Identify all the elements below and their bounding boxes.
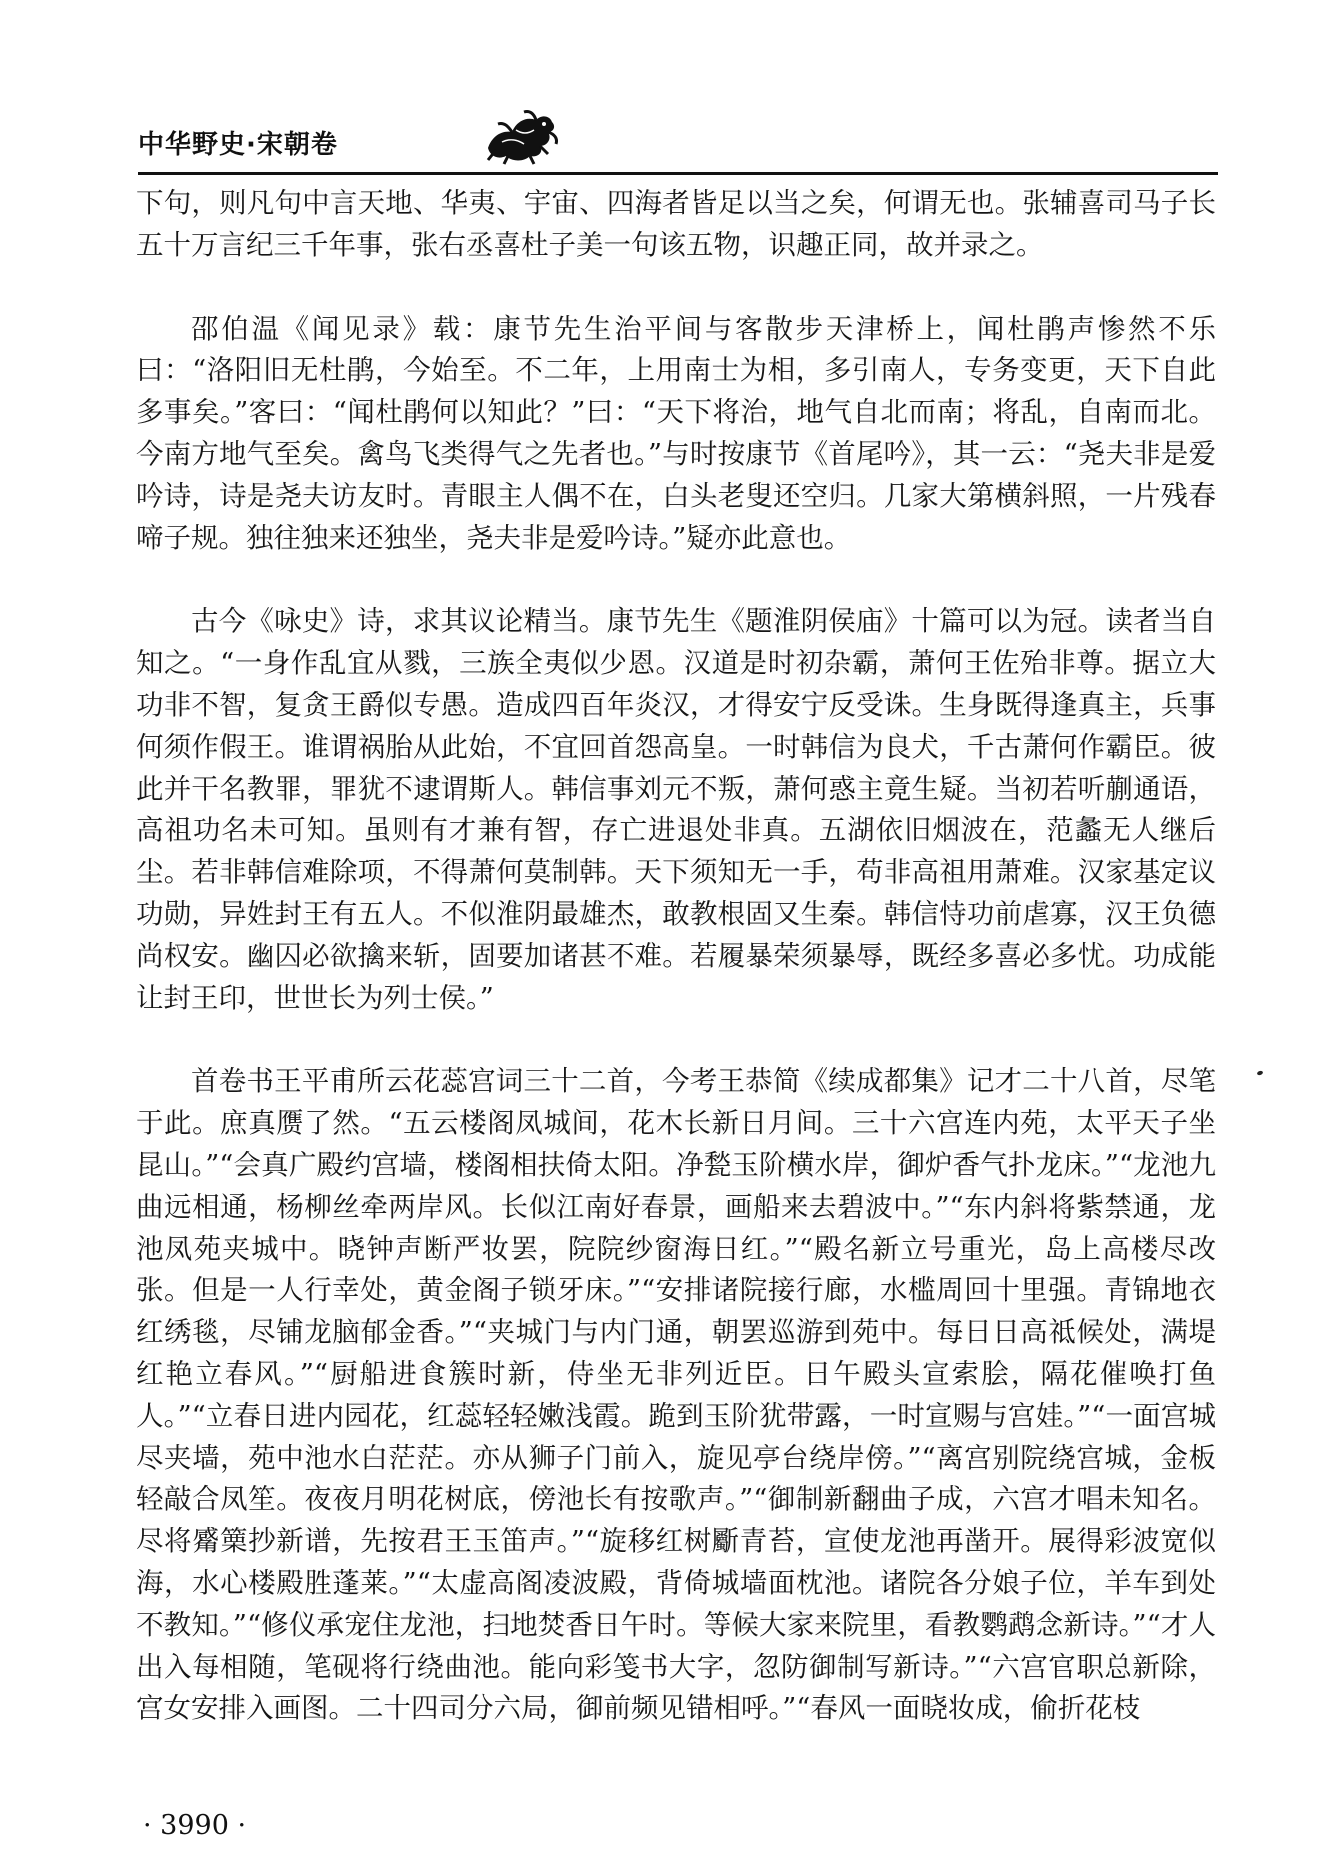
paragraph: 邵伯温《闻见录》载：康节先生治平间与客散步天津桥上，闻杜鹃声惨然不乐曰：“洛阳旧无杜鹃，今始至。不二年，上用南士为相，多引南人，专务变更，天下自此多事矣。”客曰：“闻杜鹃何以知此？”曰：“天下将治，地气自北而南；将乱，自南而北。今南方地气至矣。禽鸟飞类得气之先者也。”与时按康节《首尾吟》，其一云：“尧夫非是爱吟诗，诗是尧夫访友时。青眼主人偶不在，白头老叟还空归。几家大第横斜照，一片残春啼子规。独往独来还独坐，尧夫非是爱吟诗。”疑亦此意也。	[136, 312, 1216, 554]
book-title: 中华野史·宋朝卷	[138, 130, 338, 160]
paragraph: 首卷书王平甫所云花蕊宫词三十二首，今考王恭简《续成都集》记才二十八首，尽笔于此。庶真赝了然。“五云楼阁凤城间，花木长新日月间。三十六宫连内苑，太平天子坐昆山。”“会真广殿约宫墙，楼阁相扶倚太阳。净甃玉阶横水岸，御炉香气扑龙床。”“龙池九曲远相通，杨柳丝牵两岸风。长似江南好春景，画船来去碧波中。”“东内斜将紫禁通，龙池凤苑夹城中。晓钟声断严妆罢，院院纱窗海日红。”“殿名新立号重光，岛上高楼尽改张。但是一人行幸处，黄金阁子锁牙床。”“安排诸院接行廊，水槛周回十里强。青锦地衣红绣毯，尽铺龙脑郁金香。”“夹城门与内门通，朝罢巡游到苑中。每日日高祗候处，满堤红艳立春风。”“厨船进食簇时新，侍坐无非列近臣。日午殿头宣索脍，隔花催唤打鱼人。”“立春日进内园花，红蕊轻轻嫩浅霞。跪到玉阶犹带露，一时宣赐与宫娃。”“一面宫城尽夹墙，苑中池水白茫茫。亦从狮子门前入，旋见亭台绕岸傍。”“离宫别院绕宫城，金板轻敲合凤笙。夜夜月明花树底，傍池长有按歌声。”“御制新翻曲子成，六宫才唱未知名。尽将觱篥抄新谱，先按君王玉笛声。”“旋移红树斸青苔，宣使龙池再凿开。展得彩波宽似海，水心楼殿胜蓬莱。”“太虚高阁凌波殿，背倚城墙面枕池。诸院各分娘子位，羊车到处不教知。”“修仪承宠住龙池，扫地焚香日午时。等候大家来院里，看教鹦鹉念新诗。”“才人出入每相随，笔砚将行绕曲池。能向彩笺书大字，忽防御制写新诗。”“六宫官职总新除，宫女安排入画图。二十四司分六局，御前频见错相呼。”“春风一面晓妆成，偷折花枝	[136, 1065, 1216, 1725]
paragraph: 古今《咏史》诗，求其议论精当。康节先生《题淮阴侯庙》十篇可以为冠。读者当自知之。“一身作乱宜从戮，三族全夷似少恩。汉道是时初杂霸，萧何王佐殆非尊。据立大功非不智，复贪王爵似专愚。造成四百年炎汉，才得安宁反受诛。生身既得逢真主，兵事何须作假王。谁谓祸胎从此始，不宜回首怨高皇。一时韩信为良犬，千古萧何作霸臣。彼此并干名教罪，罪犹不逮谓斯人。韩信事刘元不叛，萧何惑主竟生疑。当初若听蒯通语，高祖功名未可知。虽则有才兼有智，存亡进退处非真。五湖依旧烟波在，范蠡无人继后尘。若非韩信难除项，不得萧何莫制韩。天下须知无一手，苟非高祖用萧难。汉家基定议功勋，异姓封王有五人。不似淮阴最雄杰，敢教根固又生秦。韩信恃功前虐寡，汉王负德尚权安。幽囚必欲擒来斩，固要加诸甚不难。若履暴荣须暴辱，既经多喜必多忧。功成能让封王印，世世长为列士侯。”	[136, 605, 1216, 1014]
header-rule	[138, 172, 1218, 175]
page-body	[136, 183, 1216, 1730]
running-header	[138, 108, 1038, 172]
ink-speck	[1256, 1070, 1263, 1076]
paragraph: 下句，则凡句中言天地、华夷、宇宙、四海者皆足以当之矣，何谓无也。张辅喜司马子长五十万言纪三千年事，张右丞喜杜子美一句该五物，识趣正同，故并录之。	[136, 187, 1216, 261]
page-number: · 3990 ·	[143, 1810, 247, 1841]
dragon-emblem-icon	[482, 108, 562, 166]
